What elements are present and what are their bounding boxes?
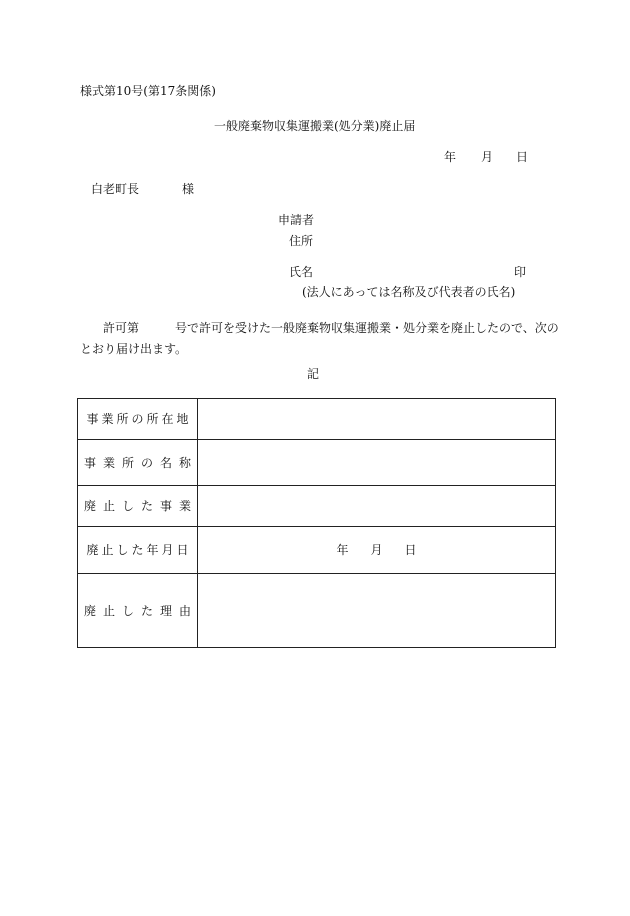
date-day: 日 — [404, 543, 417, 557]
label-cell — [78, 486, 198, 527]
body-paragraph — [80, 318, 560, 360]
permit-prefix: 許可第 — [103, 321, 140, 335]
date-month: 月 — [370, 543, 383, 557]
label-cell — [78, 574, 198, 648]
body-line-2: とおり届け出ます。 — [80, 342, 188, 356]
permit-suffix: 号で許可を受けた一般廃棄物収集運搬業・処分業を廃止したので、次の — [175, 321, 559, 335]
table-row — [78, 527, 556, 574]
addressee-honorific: 様 — [182, 182, 195, 196]
reason-value-cell[interactable] — [198, 574, 556, 648]
date-day-label: 日 — [516, 150, 529, 164]
label-cell — [78, 399, 198, 440]
row-label-date: 廃止した年月日 — [86, 543, 192, 557]
label-cell — [78, 527, 198, 574]
addressee-name: 白老町長 — [91, 182, 140, 196]
ki-heading: 記 — [307, 367, 320, 381]
row-label-reason: 廃止した理由 — [83, 603, 198, 618]
label-cell — [78, 440, 198, 486]
row-label-location: 事業所の所在地 — [86, 412, 192, 426]
seal-mark: 印 — [514, 265, 527, 279]
table-row — [78, 486, 556, 527]
address-label: 住所 — [289, 234, 314, 248]
corporation-note: (法人にあっては名称及び代表者の氏名) — [302, 285, 516, 299]
form-number: 様式第10号(第17条関係) — [80, 84, 216, 98]
table-row — [78, 399, 556, 440]
document-title: 一般廃棄物収集運搬業(処分業)廃止届 — [214, 119, 416, 133]
date-value-cell[interactable] — [198, 527, 556, 574]
date-month-label: 月 — [481, 150, 494, 164]
records-table — [77, 398, 556, 648]
table-row — [78, 574, 556, 648]
date-year: 年 — [336, 543, 349, 557]
body-line-1 — [80, 318, 560, 339]
row-label-name: 事業所の名称 — [83, 455, 198, 470]
business-value-cell[interactable] — [198, 486, 556, 527]
name-label: 氏名 — [289, 265, 314, 279]
table-row — [78, 440, 556, 486]
date-year-label: 年 — [444, 150, 457, 164]
row-label-business: 廃止した事業 — [83, 499, 198, 513]
applicant-label: 申請者 — [278, 213, 315, 227]
name-value-cell[interactable] — [198, 440, 556, 486]
location-value-cell[interactable] — [198, 399, 556, 440]
